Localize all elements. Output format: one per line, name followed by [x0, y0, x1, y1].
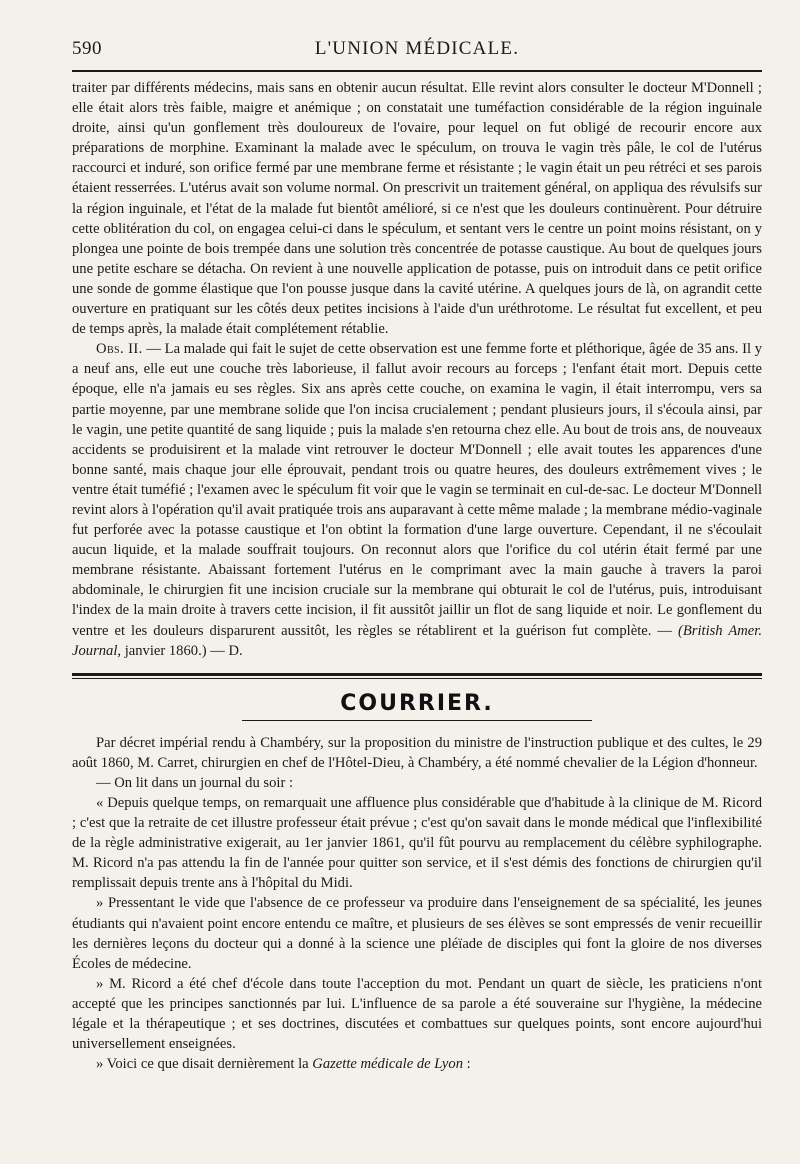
- section-heading-courrier: COURRIER.: [340, 690, 494, 716]
- paragraph-continuation: traiter par différents médecins, mais sans en obtenir aucun résultat. Elle revint alors consulter le docteur M'Donnell ; elle était alors très faible, maigre et anémique ; on constatait une tuméfaction considérable de la région inguinale droite, ainsi qu'un gonflement très douloureux de l'ovaire, pour lequel on fut obligé de recourir encore aux préparations de morphine. Examinant la malade avec le spéculum, on trouva le vagin très pâle, le col de l'utérus raccourci et induré, son orifice fermé par une membrane ferme et résistante ; le vagin était un peu rétréci et ses parois étaient resserrées. L'utérus avait son volume normal. On prescrivit un traitement général, on appliqua des révulsifs sur la région inguinale, et l'état de la malade fut bientôt amélioré, si ce n'est que les douleurs continuèrent. Pour détruire cette oblitération du col, on engagea celui-ci dans le spéculum, et sentant vers le centre un point moins résistant, on y plongea une pointe de bois trempée dans une solution très concentrée de potasse caustique. Au bout de quelques jours une petite eschare se détacha. On revient à une nouvelle application de potasse, puis on introduit dans ce petit orifice une sonde de gomme élastique que l'on pousse jusque dans la cavité utérine. A quelques jours de là, on agrandit cette ouverture en pratiquant sur les côtés deux petites incisions à l'aide d'un uréthrotome. Le résultat fut excellent, et peu de temps après, la malade était complétement rétablie.: [72, 80, 762, 338]
- journal-title: L'UNION MÉDICALE.: [314, 38, 520, 59]
- courrier-paragraph-ricord-school: » M. Ricord a été chef d'école dans toute l'acception du mot. Pendant un quart de siècle, les praticiens n'ont accepté que les principes sanctionnés par lui. L'influence de sa parole a été souveraine sur l'hygiène, la médecine légale et la thérapeutique ; et ses doctrines, discutées et combattues sur quelques points, sont encore aujourd'hui universellement enseignées.: [72, 975, 762, 1053]
- gazette-title: Gazette médicale de Lyon: [312, 1056, 464, 1073]
- observation-label: Obs. II.: [96, 341, 143, 358]
- courrier-paragraph-ricord-clinic: « Depuis quelque temps, on remarquait une affluence plus considérable que d'habitude à la clinique de M. Ricord ; c'est que la retraite de cet illustre professeur était prévue ; c'est qu'on savait dans le monde médical que l'inflexibilité de la règle administrative exigerait, au 1er janvier 1861, qu'il fût pourvu au remplacement du célèbre syphilographe. M. Ricord n'a pas attendu la fin de l'année pour quitter son service, et il s'est démis des fonctions de chirurgien qu'il remplissait depuis trente ans à l'hôpital du Midi.: [72, 795, 762, 892]
- courrier-paragraph-ricord-students: » Pressentant le vide que l'absence de ce professeur va produire dans l'enseignement de sa spécialité, les jeunes étudiants qui n'avaient point encore entendu ce maître, et plusieurs de ses élèves se sont empressés de venir recueillir les dernières leçons du docteur qui a donné à la science une pléïade de disciples qui font la gloire de nos diverses Écoles de médecine.: [72, 895, 762, 972]
- observation-citation-end: janvier 1860.) — D.: [124, 642, 243, 659]
- section-divider: [72, 673, 762, 679]
- running-head: [72, 38, 762, 66]
- article-body: [72, 78, 762, 661]
- header-rule: [72, 70, 762, 72]
- courrier-paragraph-gazette: [72, 1054, 762, 1074]
- courrier-paragraph-decree: Par décret impérial rendu à Chambéry, sur la proposition du ministre de l'instruction publique et des cultes, le 29 août 1860, M. Carret, chirurgien en chef de l'Hôtel-Dieu, à Chambéry, a été nommé chevalier de la Légion d'honneur.: [72, 734, 762, 771]
- heading-underline: [242, 720, 592, 721]
- observation-paragraph: [72, 339, 762, 661]
- observation-body: — La malade qui fait le sujet de cette observation est une femme forte et pléthorique, âgée de 35 ans. Il y a neuf ans, elle eut une couche très laborieuse, il fallut avoir recours au forceps ; l'enfant était mort. Depuis cette époque, elle n'a jamais eu ses règles. Six ans après cette couche, on examina le vagin, il était interrompu, vers sa partie moyenne, par une membrane solide que l'on incisa crucialement ; pendant plusieurs jours, il s'écoula ainsi, par le vagin, une petite quantité de sang liquide ; puis la malade s'en retourna chez elle. Au bout de trois ans, de nouveaux accidents se produisirent et la malade vint retrouver le docteur M'Donnell ; elle avait toutes les apparences d'une bonne santé, mais chaque jour elle éprouvait, pendant trois ou quatre heures, des douleurs extrêmement vives ; le ventre était tuméfié ; l'examen avec le spéculum fit voir que le vagin se terminait en cul-de-sac. Le docteur M'Donnell revint alors à l'opération qu'il avait pratiquée trois ans auparavant à cette même malade ; la membrane médio-vaginale fut perforée avec la potasse caustique et l'on obtint la formation d'une large ouverture. Cependant, il ne s'écoulait aucun liquide, et la malade souffrait toujours. On reconnut alors que l'orifice du col utérin était fermé par une membrane résistante. Abaissant fortement l'utérus en le comprimant avec la main gauche à travers la paroi abdominale, le chirurgien fit une incision cruciale sur la membrane qui obturait le col de l'utérus, puis, introduisant l'index de la main droite à travers cette incision, il fit aussitôt jaillir un flot de sang liquide et noir. Le gonflement du ventre et les douleurs disparurent aussitôt, les règles se rétablirent et la guérison fut complète. —: [72, 341, 763, 639]
- page-number: 590: [72, 38, 102, 59]
- courrier-body: [72, 733, 762, 1075]
- gazette-line-end: :: [466, 1056, 471, 1073]
- courrier-paragraph-journal: — On lit dans un journal du soir :: [96, 774, 294, 791]
- observation-citation: (British Amer. Journal,: [72, 622, 762, 659]
- gazette-line-start: » Voici ce que disait dernièrement la: [96, 1056, 309, 1073]
